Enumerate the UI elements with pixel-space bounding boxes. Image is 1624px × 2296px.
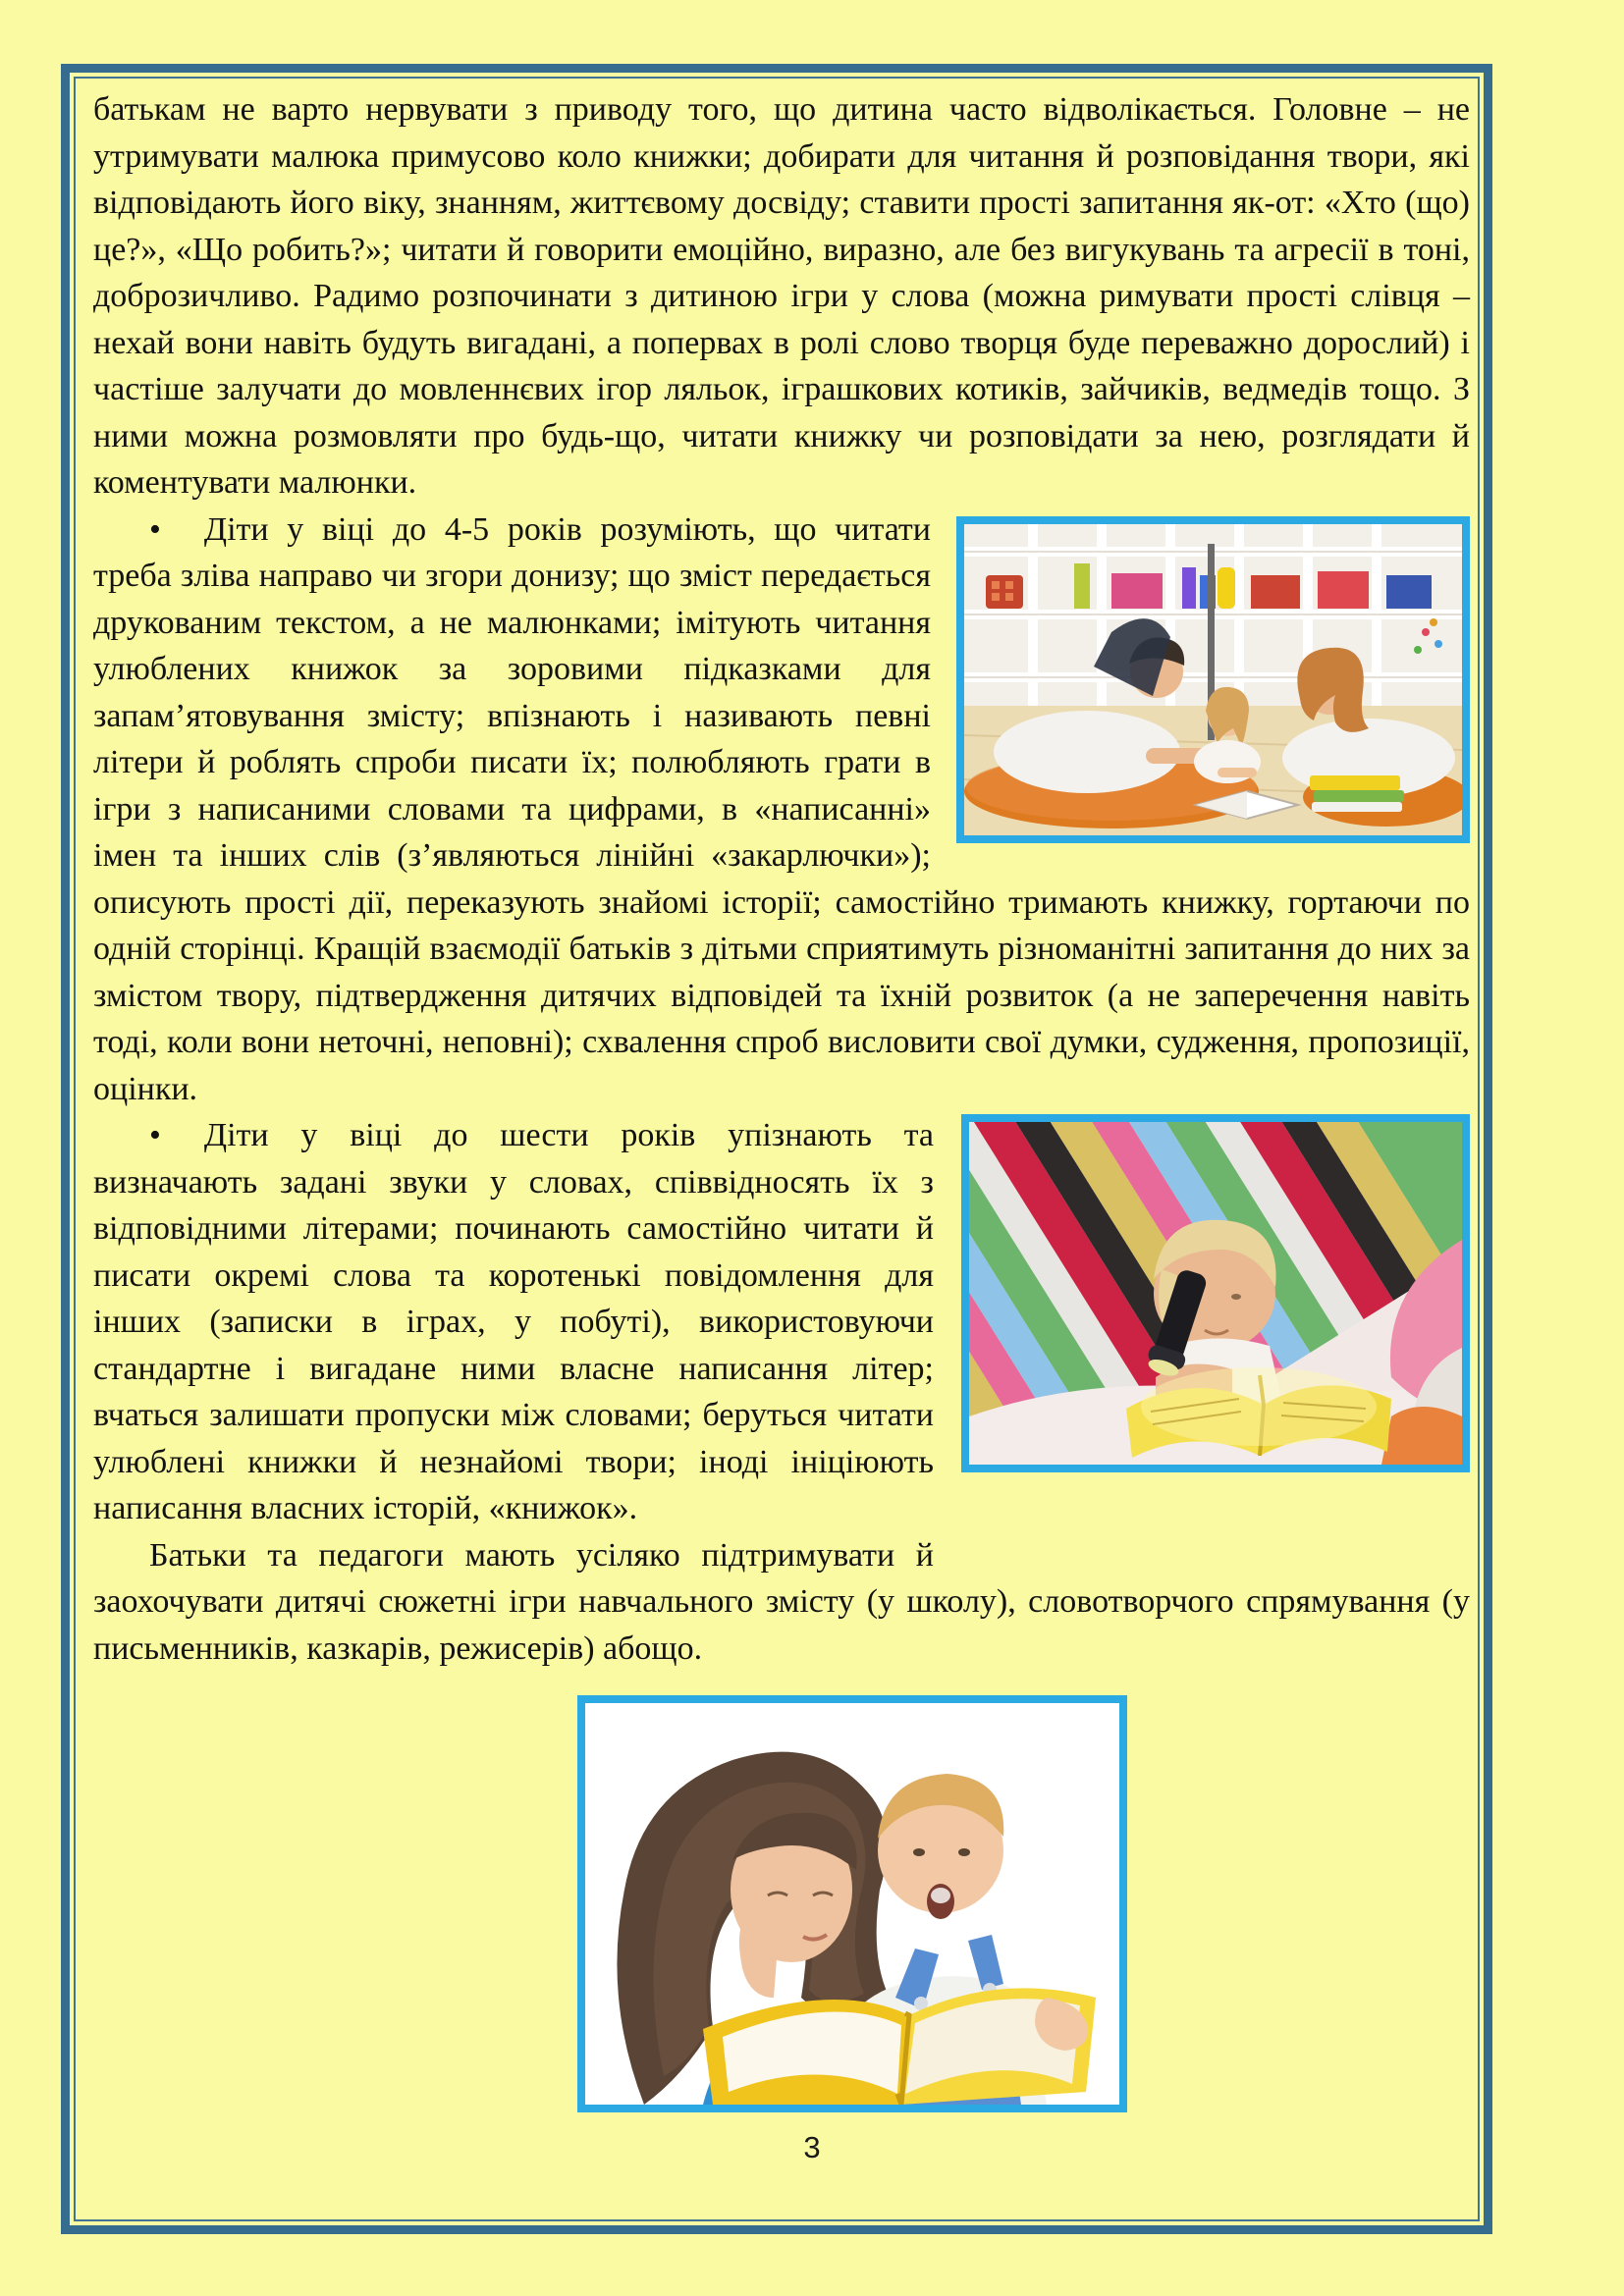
bullet-marker: • [149,1117,161,1153]
paragraph-intro: батькам не варто нервувати з приводу того, що дитина часто відволікається. Головне – не утримувати малюка примусово коло книжки; добирати для читання й розповідання твори, які відповідають його віку, знанням, життєвому досвіду; ставити прості запитання як-от: «Хто (що) це?», «Що робить?»; читати й говорити емоційно, виразно, але без вигукувань та агресії в тоні, доброзичливо. Радимо розпочинати з дитиною ігри у слова (можна римувати прості слівця – нехай вони навіть будуть вигадані, а попервах в ролі слово творця буде переважно дорослий) і частіше залучати до мовленнєвих ігор ляльок, іграшкових котиків, зайчиків, ведмедів тощо. З ними можна розмовляти про будь-що, читати книжку чи розповідати за нею, розглядати й коментувати малюнки. [93,91,1470,501]
bullet-marker: • [149,510,161,548]
paragraph-parents-teachers: Батьки та педагоги мають усіляко підтримувати й заохочувати дитячі сюжетні ігри навчального змісту (у школу), словотворчого спрямування (у письменників, казкарів, режисерів) абощо. [93,1536,1470,1667]
page-number: 3 [803,2130,821,2164]
page-content [93,86,1470,2112]
bullet-text: Діти у віці до 4-5 років розуміють, що читати треба зліва направо чи згори донизу; що зміст передається друкованим текстом, а не малюнками; імітують читання улюблених книжок за зоровими підказками для запам’ятовування змісту; впізнають і називають певні літери й роблять спроби писати їх; полюбляють грати в ігри з написаними словами та цифрами, в «написанні» імен та інших слів (з’являються лінійні «закарлючки»); описують прості дії, переказують знайомі історії; самостійно тримають книжку, гортаючи по одній сторінці. Кращій взаємодії батьків з дітьми сприятимуть різноманітні запитання до них за змістом твору, підтвердження дитячих відповідей та їхній розвиток (а не заперечення навіть тоді, коли вони неточні, неповні); схвалення спроб висловити свої думки, судження, пропозиції, оцінки. [93,510,1470,1107]
family-reading-photo [956,516,1470,843]
mother-child-reading-photo [577,1695,1127,2112]
family-reading-illustration [964,524,1462,835]
mother-child-reading-illustration [585,1703,1119,2105]
girl-flashlight-photo [961,1114,1470,1472]
bullet-text: Діти у віці до шести років упізнають та визначають задані звуки у словах, співвідносять їх з відповідними літерами; починають самостійно читати й писати окремі слова та коротенькі повідомлення для інших (записки в іграх, у побуті), використовуючи стандартне і вигадане ними власне написання літер; вчаться залишати пропуски між словами; беруться читати улюблені книжки й незнайомі твори; іноді ініціюють написання власних історій, «книжок». [93,1117,934,1526]
paragraph-bullet-age-6 [93,1112,1470,1532]
paragraph-bullet-ages-4-5 [93,507,1470,1113]
girl-flashlight-illustration [969,1122,1462,1465]
